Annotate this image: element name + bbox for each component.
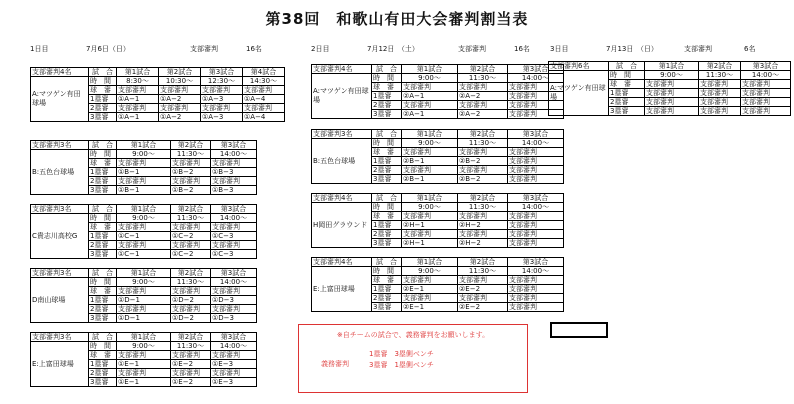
start-time: 11:30～ bbox=[171, 278, 211, 287]
assignment-cell: 支部審判 bbox=[402, 212, 458, 221]
assignment-table bbox=[311, 193, 564, 248]
assignment-table bbox=[311, 129, 564, 184]
position-label: 1塁審 bbox=[609, 89, 645, 98]
start-time: 14:00～ bbox=[508, 74, 564, 83]
game-label: 試 合 bbox=[89, 269, 117, 278]
venue-name: A:マツゲン有田球場 bbox=[31, 77, 89, 122]
assignment-cell: 支部審判 bbox=[699, 98, 741, 107]
assignment-cell: 支部審判 bbox=[117, 104, 159, 113]
position-label: 球 審 bbox=[89, 159, 117, 168]
assignment-cell: 支部審判 bbox=[508, 276, 564, 285]
assignment-cell: 支部審判 bbox=[117, 223, 171, 232]
start-time: 11:30～ bbox=[458, 267, 508, 276]
assignment-cell: 支部審判 bbox=[243, 86, 285, 95]
group-header: 支部審判3名 bbox=[31, 269, 89, 278]
start-time: 14:00～ bbox=[508, 267, 564, 276]
time-label: 時 間 bbox=[372, 74, 402, 83]
game-number: 第1試合 bbox=[117, 141, 171, 150]
time-label: 時 間 bbox=[89, 77, 117, 86]
assignment-cell: 支部審判 bbox=[402, 101, 458, 110]
assignment-cell: 支部審判 bbox=[117, 287, 171, 296]
game-label: 試 合 bbox=[372, 258, 402, 267]
position-label: 2塁審 bbox=[609, 98, 645, 107]
venue-name: H岡田グラウンド bbox=[312, 203, 372, 248]
game-number: 第3試合 bbox=[211, 269, 257, 278]
start-time: 11:30～ bbox=[458, 203, 508, 212]
position-label: 2塁審 bbox=[89, 305, 117, 314]
assignment-cell: 支部審判 bbox=[117, 369, 171, 378]
assignment-cell: ①C−2 bbox=[171, 250, 211, 259]
game-number: 第2試合 bbox=[171, 269, 211, 278]
assignment-cell: ①A−2 bbox=[159, 113, 201, 122]
position-label: 1塁審 bbox=[372, 221, 402, 230]
position-label: 球 審 bbox=[89, 351, 117, 360]
start-time: 9:00～ bbox=[402, 74, 458, 83]
assignment-cell: ②H−2 bbox=[458, 239, 508, 248]
venue-name: A:マツゲン有田球場 bbox=[312, 74, 372, 119]
assignment-table bbox=[311, 64, 564, 119]
assignment-cell: 支部審判 bbox=[508, 221, 564, 230]
assignment-cell: 支部審判 bbox=[508, 239, 564, 248]
assignment-cell: 支部審判 bbox=[508, 148, 564, 157]
game-number: 第3試合 bbox=[508, 65, 564, 74]
group-header: 支部審判4名 bbox=[312, 65, 372, 74]
day-date: 7月6日（日） bbox=[86, 45, 130, 53]
assignment-cell: ②B−2 bbox=[458, 157, 508, 166]
page-title: 第38回 和歌山有田大会審判割当表 bbox=[265, 10, 529, 28]
position-label: 球 審 bbox=[372, 148, 402, 157]
game-number: 第3試合 bbox=[211, 333, 257, 342]
position-label: 2塁審 bbox=[89, 177, 117, 186]
assignment-cell: 支部審判 bbox=[201, 104, 243, 113]
position-label: 1塁審 bbox=[372, 285, 402, 294]
position-label: 球 審 bbox=[89, 223, 117, 232]
assignment-cell: ①D−3 bbox=[211, 314, 257, 323]
venue-name: B:五色台球場 bbox=[31, 150, 89, 195]
position-label: 球 審 bbox=[372, 83, 402, 92]
group-header: 支部審判6名 bbox=[549, 62, 609, 71]
assignment-cell: 支部審判 bbox=[645, 107, 699, 116]
assignment-table bbox=[30, 204, 257, 259]
assignment-cell: 支部審判 bbox=[171, 223, 211, 232]
day-group: 支部審判 bbox=[458, 45, 486, 53]
position-label: 球 審 bbox=[372, 212, 402, 221]
assignment-cell: ①A−1 bbox=[117, 113, 159, 122]
assignment-cell: 支部審判 bbox=[508, 101, 564, 110]
start-time: 11:30～ bbox=[458, 74, 508, 83]
game-number: 第2試合 bbox=[699, 62, 741, 71]
start-time: 9:00～ bbox=[117, 150, 171, 159]
start-time: 11:30～ bbox=[171, 150, 211, 159]
assignment-cell: 支部審判 bbox=[402, 83, 458, 92]
position-label: 1塁審 bbox=[89, 95, 117, 104]
assignment-cell: 支部審判 bbox=[458, 83, 508, 92]
position-label: 1塁審 bbox=[372, 157, 402, 166]
note-row: 3塁審 1塁側ベンチ bbox=[369, 361, 434, 369]
assignment-cell: ①A−2 bbox=[159, 95, 201, 104]
assignment-cell: 支部審判 bbox=[508, 157, 564, 166]
game-label: 試 合 bbox=[372, 65, 402, 74]
game-label: 試 合 bbox=[372, 130, 402, 139]
duty-umpire-note bbox=[298, 324, 528, 393]
assignment-cell: 支部審判 bbox=[645, 98, 699, 107]
game-number: 第1試合 bbox=[402, 65, 458, 74]
assignment-cell: 支部審判 bbox=[458, 148, 508, 157]
game-number: 第1試合 bbox=[117, 205, 171, 214]
game-number: 第1試合 bbox=[117, 68, 159, 77]
group-header: 支部審判3名 bbox=[31, 205, 89, 214]
assignment-cell: 支部審判 bbox=[741, 98, 791, 107]
assignment-cell: ①E−2 bbox=[171, 378, 211, 387]
group-header: 支部審判4名 bbox=[312, 258, 372, 267]
assignment-cell: 支部審判 bbox=[508, 92, 564, 101]
note-row: 1塁審 3塁側ベンチ bbox=[369, 350, 434, 358]
assignment-table bbox=[311, 257, 564, 312]
game-number: 第2試合 bbox=[171, 205, 211, 214]
start-time: 14:00～ bbox=[211, 278, 257, 287]
start-time: 10:30～ bbox=[159, 77, 201, 86]
game-label: 試 合 bbox=[372, 194, 402, 203]
assignment-cell: 支部審判 bbox=[171, 159, 211, 168]
game-number: 第1試合 bbox=[402, 130, 458, 139]
position-label: 球 審 bbox=[89, 86, 117, 95]
assignment-cell: ①A−4 bbox=[243, 95, 285, 104]
start-time: 14:00～ bbox=[508, 139, 564, 148]
game-number: 第1試合 bbox=[645, 62, 699, 71]
game-number: 第1試合 bbox=[117, 333, 171, 342]
start-time: 14:00～ bbox=[211, 342, 257, 351]
assignment-cell: ①C−3 bbox=[211, 250, 257, 259]
assignment-cell: 支部審判 bbox=[171, 351, 211, 360]
assignment-cell: 支部審判 bbox=[458, 166, 508, 175]
assignment-cell: ①C−3 bbox=[211, 232, 257, 241]
assignment-cell: 支部審判 bbox=[508, 212, 564, 221]
game-number: 第1試合 bbox=[402, 258, 458, 267]
position-label: 3塁審 bbox=[89, 250, 117, 259]
assignment-cell: ①C−1 bbox=[117, 250, 171, 259]
assignment-table bbox=[548, 61, 791, 116]
assignment-cell: ①B−2 bbox=[171, 186, 211, 195]
assignment-table bbox=[30, 67, 285, 122]
assignment-table bbox=[30, 140, 257, 195]
assignment-cell: ①B−1 bbox=[117, 168, 171, 177]
blank-box bbox=[550, 322, 608, 338]
assignment-cell: 支部審判 bbox=[117, 86, 159, 95]
assignment-cell: ①B−3 bbox=[211, 168, 257, 177]
position-label: 3塁審 bbox=[89, 378, 117, 387]
day-count: 16名 bbox=[246, 45, 262, 53]
position-label: 2塁審 bbox=[372, 294, 402, 303]
assignment-cell: 支部審判 bbox=[159, 86, 201, 95]
assignment-cell: 支部審判 bbox=[211, 241, 257, 250]
assignment-cell: ②H−1 bbox=[402, 221, 458, 230]
assignment-table bbox=[30, 268, 257, 323]
assignment-cell: ①D−1 bbox=[117, 314, 171, 323]
assignment-cell: ①E−1 bbox=[117, 378, 171, 387]
assignment-cell: ①C−2 bbox=[171, 232, 211, 241]
assignment-cell: ②A−2 bbox=[458, 110, 508, 119]
assignment-cell: ②H−2 bbox=[458, 221, 508, 230]
start-time: 11:30～ bbox=[171, 342, 211, 351]
time-label: 時 間 bbox=[609, 71, 645, 80]
assignment-cell: 支部審判 bbox=[211, 223, 257, 232]
position-label: 2塁審 bbox=[372, 166, 402, 175]
position-label: 1塁審 bbox=[89, 232, 117, 241]
assignment-cell: ②A−1 bbox=[402, 92, 458, 101]
venue-name: E:上富田球場 bbox=[312, 267, 372, 312]
assignment-cell: 支部審判 bbox=[699, 80, 741, 89]
assignment-cell: ①A−4 bbox=[243, 113, 285, 122]
position-label: 2塁審 bbox=[89, 369, 117, 378]
assignment-cell: 支部審判 bbox=[458, 294, 508, 303]
start-time: 9:00～ bbox=[117, 342, 171, 351]
assignment-cell: 支部審判 bbox=[458, 101, 508, 110]
position-label: 球 審 bbox=[609, 80, 645, 89]
assignment-cell: ①A−1 bbox=[117, 95, 159, 104]
game-number: 第3試合 bbox=[211, 205, 257, 214]
day-label: 2日目 bbox=[311, 45, 330, 53]
assignment-cell: 支部審判 bbox=[117, 241, 171, 250]
assignment-cell: 支部審判 bbox=[211, 159, 257, 168]
start-time: 9:00～ bbox=[402, 267, 458, 276]
start-time: 14:00～ bbox=[211, 214, 257, 223]
position-label: 3塁審 bbox=[89, 113, 117, 122]
day-count: 16名 bbox=[514, 45, 530, 53]
assignment-cell: ②A−2 bbox=[458, 92, 508, 101]
game-number: 第4試合 bbox=[243, 68, 285, 77]
start-time: 8:30～ bbox=[117, 77, 159, 86]
position-label: 2塁審 bbox=[89, 104, 117, 113]
position-label: 1塁審 bbox=[89, 360, 117, 369]
assignment-cell: ①E−3 bbox=[211, 378, 257, 387]
start-time: 9:00～ bbox=[117, 278, 171, 287]
game-number: 第2試合 bbox=[171, 333, 211, 342]
day-count: 6名 bbox=[744, 45, 756, 53]
day-group: 支部審判 bbox=[190, 45, 218, 53]
game-number: 第3試合 bbox=[201, 68, 243, 77]
position-label: 3塁審 bbox=[372, 239, 402, 248]
assignment-cell: ②A−1 bbox=[402, 110, 458, 119]
game-number: 第2試合 bbox=[458, 65, 508, 74]
game-label: 試 合 bbox=[609, 62, 645, 71]
position-label: 2塁審 bbox=[372, 101, 402, 110]
position-label: 3塁審 bbox=[372, 175, 402, 184]
game-number: 第2試合 bbox=[171, 141, 211, 150]
game-number: 第3試合 bbox=[508, 194, 564, 203]
position-label: 3塁審 bbox=[372, 303, 402, 312]
assignment-cell: 支部審判 bbox=[402, 294, 458, 303]
assignment-cell: 支部審判 bbox=[171, 177, 211, 186]
time-label: 時 間 bbox=[372, 267, 402, 276]
assignment-cell: 支部審判 bbox=[211, 177, 257, 186]
assignment-cell: 支部審判 bbox=[699, 107, 741, 116]
assignment-cell: 支部審判 bbox=[508, 175, 564, 184]
position-label: 3塁審 bbox=[89, 186, 117, 195]
time-label: 時 間 bbox=[89, 214, 117, 223]
position-label: 球 審 bbox=[89, 287, 117, 296]
start-time: 14:00～ bbox=[741, 71, 791, 80]
assignment-cell: 支部審判 bbox=[117, 177, 171, 186]
assignment-cell: 支部審判 bbox=[402, 148, 458, 157]
assignment-cell: ②E−1 bbox=[402, 285, 458, 294]
position-label: 1塁審 bbox=[89, 168, 117, 177]
game-label: 試 合 bbox=[89, 141, 117, 150]
venue-name: C貴志川高校G bbox=[31, 214, 89, 259]
position-label: 3塁審 bbox=[89, 314, 117, 323]
venue-name: D南山球場 bbox=[31, 278, 89, 323]
group-header: 支部審判3名 bbox=[31, 141, 89, 150]
game-number: 第1試合 bbox=[402, 194, 458, 203]
assignment-cell: 支部審判 bbox=[741, 107, 791, 116]
position-label: 3塁審 bbox=[609, 107, 645, 116]
start-time: 9:00～ bbox=[645, 71, 699, 80]
assignment-cell: ②B−1 bbox=[402, 157, 458, 166]
assignment-cell: ②B−2 bbox=[458, 175, 508, 184]
time-label: 時 間 bbox=[372, 139, 402, 148]
day-label: 1日目 bbox=[30, 45, 49, 53]
game-number: 第2試合 bbox=[458, 194, 508, 203]
assignment-cell: ①B−3 bbox=[211, 186, 257, 195]
note-text: ※自チームの試合で、義務審判をお願いします。 bbox=[336, 331, 490, 339]
assignment-cell: 支部審判 bbox=[171, 305, 211, 314]
assignment-cell: ①E−2 bbox=[171, 360, 211, 369]
assignment-cell: 支部審判 bbox=[171, 287, 211, 296]
assignment-cell: 支部審判 bbox=[508, 83, 564, 92]
assignment-cell: 支部審判 bbox=[211, 287, 257, 296]
time-label: 時 間 bbox=[372, 203, 402, 212]
game-label: 試 合 bbox=[89, 68, 117, 77]
assignment-cell: 支部審判 bbox=[699, 89, 741, 98]
note-label: 義務審判 bbox=[321, 360, 349, 368]
position-label: 球 審 bbox=[372, 276, 402, 285]
game-label: 試 合 bbox=[89, 205, 117, 214]
assignment-cell: 支部審判 bbox=[117, 351, 171, 360]
position-label: 1塁審 bbox=[89, 296, 117, 305]
assignment-cell: ②H−1 bbox=[402, 239, 458, 248]
day-group: 支部審判 bbox=[684, 45, 712, 53]
assignment-cell: ②B−1 bbox=[402, 175, 458, 184]
game-number: 第3試合 bbox=[508, 130, 564, 139]
assignment-cell: ①D−2 bbox=[171, 314, 211, 323]
time-label: 時 間 bbox=[89, 150, 117, 159]
assignment-cell: 支部審判 bbox=[508, 230, 564, 239]
assignment-cell: 支部審判 bbox=[159, 104, 201, 113]
assignment-cell: ①D−3 bbox=[211, 296, 257, 305]
assignment-cell: 支部審判 bbox=[243, 104, 285, 113]
venue-name: E:上富田球場 bbox=[31, 342, 89, 387]
group-header: 支部審判4名 bbox=[312, 194, 372, 203]
venue-name: A:マツゲン有田球場 bbox=[549, 71, 609, 116]
assignment-cell: 支部審判 bbox=[645, 89, 699, 98]
assignment-cell: 支部審判 bbox=[741, 89, 791, 98]
start-time: 11:30～ bbox=[699, 71, 741, 80]
assignment-cell: ①E−3 bbox=[211, 360, 257, 369]
assignment-cell: 支部審判 bbox=[171, 369, 211, 378]
assignment-cell: 支部審判 bbox=[117, 305, 171, 314]
assignment-cell: 支部審判 bbox=[211, 369, 257, 378]
assignment-cell: 支部審判 bbox=[201, 86, 243, 95]
start-time: 14:00～ bbox=[211, 150, 257, 159]
assignment-cell: ①C−1 bbox=[117, 232, 171, 241]
game-number: 第2試合 bbox=[458, 130, 508, 139]
start-time: 11:30～ bbox=[171, 214, 211, 223]
start-time: 14:00～ bbox=[508, 203, 564, 212]
game-number: 第1試合 bbox=[117, 269, 171, 278]
assignment-cell: ①D−2 bbox=[171, 296, 211, 305]
game-number: 第3試合 bbox=[741, 62, 791, 71]
assignment-cell: 支部審判 bbox=[508, 166, 564, 175]
start-time: 9:00～ bbox=[117, 214, 171, 223]
group-header: 支部審判3名 bbox=[31, 333, 89, 342]
game-label: 試 合 bbox=[89, 333, 117, 342]
assignment-cell: ①E−1 bbox=[117, 360, 171, 369]
assignment-cell: ①B−1 bbox=[117, 186, 171, 195]
assignment-cell: ①D−1 bbox=[117, 296, 171, 305]
assignment-cell: 支部審判 bbox=[211, 305, 257, 314]
assignment-cell: 支部審判 bbox=[458, 230, 508, 239]
position-label: 1塁審 bbox=[372, 92, 402, 101]
day-label: 3日目 bbox=[550, 45, 569, 53]
assignment-cell: ①A−3 bbox=[201, 95, 243, 104]
assignment-cell: 支部審判 bbox=[508, 110, 564, 119]
assignment-cell: ②E−2 bbox=[458, 285, 508, 294]
game-number: 第2試合 bbox=[159, 68, 201, 77]
start-time: 11:30～ bbox=[458, 139, 508, 148]
assignment-cell: 支部審判 bbox=[458, 276, 508, 285]
assignment-cell: 支部審判 bbox=[211, 351, 257, 360]
time-label: 時 間 bbox=[89, 342, 117, 351]
position-label: 2塁審 bbox=[372, 230, 402, 239]
start-time: 9:00～ bbox=[402, 203, 458, 212]
assignment-cell: ①B−2 bbox=[171, 168, 211, 177]
group-header: 支部審判3名 bbox=[312, 130, 372, 139]
venue-name: B:五色台球場 bbox=[312, 139, 372, 184]
position-label: 3塁審 bbox=[372, 110, 402, 119]
note-assignments bbox=[369, 349, 434, 371]
assignment-table bbox=[30, 332, 257, 387]
assignment-cell: 支部審判 bbox=[645, 80, 699, 89]
day-date: 7月13日 （日） bbox=[606, 45, 658, 53]
assignment-cell: 支部審判 bbox=[508, 285, 564, 294]
assignment-cell: 支部審判 bbox=[741, 80, 791, 89]
assignment-cell: 支部審判 bbox=[117, 159, 171, 168]
game-number: 第3試合 bbox=[211, 141, 257, 150]
assignment-cell: ①A−3 bbox=[201, 113, 243, 122]
assignment-cell: 支部審判 bbox=[402, 230, 458, 239]
day-date: 7月12日 （土） bbox=[367, 45, 419, 53]
time-label: 時 間 bbox=[89, 278, 117, 287]
assignment-cell: 支部審判 bbox=[171, 241, 211, 250]
assignment-cell: 支部審判 bbox=[508, 303, 564, 312]
game-number: 第2試合 bbox=[458, 258, 508, 267]
start-time: 9:00～ bbox=[402, 139, 458, 148]
assignment-cell: 支部審判 bbox=[402, 166, 458, 175]
assignment-cell: ②E−1 bbox=[402, 303, 458, 312]
assignment-cell: 支部審判 bbox=[402, 276, 458, 285]
assignment-cell: ②E−2 bbox=[458, 303, 508, 312]
assignment-cell: 支部審判 bbox=[508, 294, 564, 303]
game-number: 第3試合 bbox=[508, 258, 564, 267]
group-header: 支部審判4名 bbox=[31, 68, 89, 77]
start-time: 14:30～ bbox=[243, 77, 285, 86]
assignment-cell: 支部審判 bbox=[458, 212, 508, 221]
start-time: 12:30～ bbox=[201, 77, 243, 86]
position-label: 2塁審 bbox=[89, 241, 117, 250]
